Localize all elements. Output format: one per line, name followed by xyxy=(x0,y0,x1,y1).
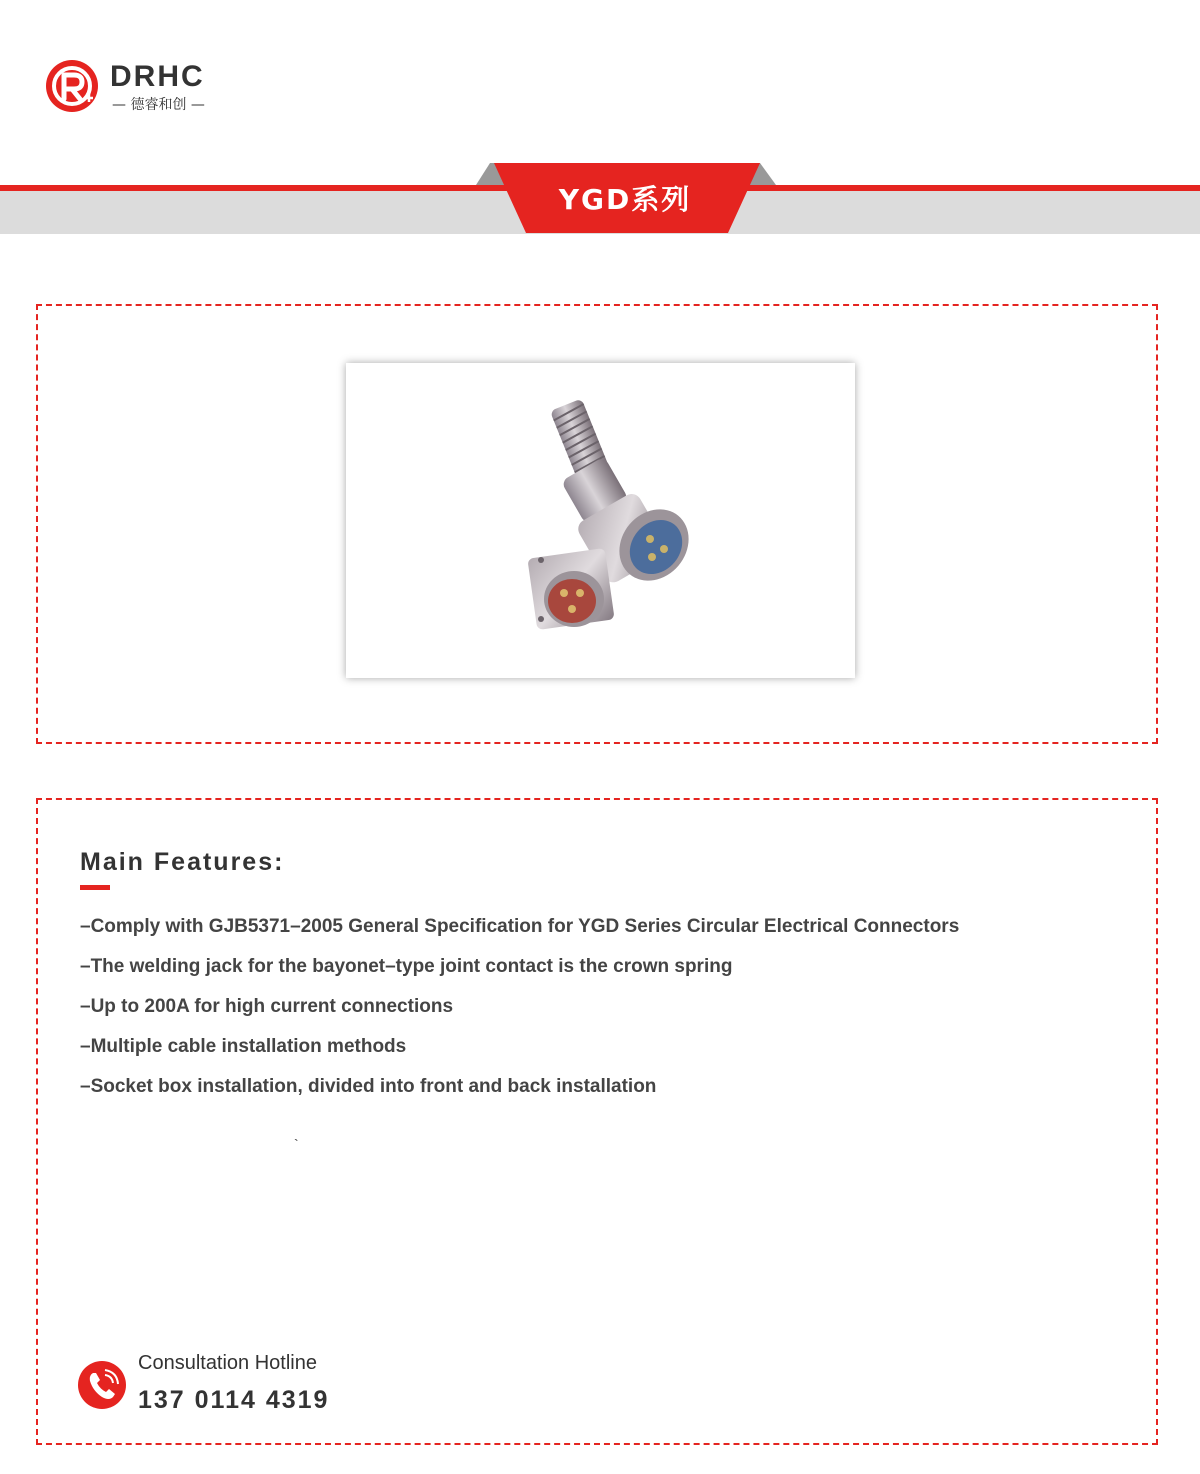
product-photo xyxy=(346,363,855,678)
feature-item: –Up to 200A for high current connections xyxy=(80,996,454,1017)
feature-item: –Socket box installation, divided into front and back installation xyxy=(80,1076,657,1097)
brand-name: DRHC xyxy=(110,60,205,93)
phone-icon[interactable] xyxy=(76,1359,128,1411)
page-title: YGD系列 xyxy=(558,183,692,216)
hotline-label: Consultation Hotline xyxy=(138,1352,317,1374)
features-list xyxy=(80,914,959,1114)
features-heading-underline xyxy=(80,885,110,890)
features-heading: Main Features: xyxy=(80,848,285,876)
brand-subtitle: — 德睿和创 — xyxy=(112,97,205,113)
feature-item: –Comply with GJB5371–2005 General Specification for YGD Series Circular Electrical Connectors xyxy=(80,916,960,937)
circular-connector-photo-icon xyxy=(346,363,855,678)
stray-mark: ` xyxy=(294,1136,299,1152)
logo-mark-icon xyxy=(44,58,100,114)
hotline-number[interactable]: 137 0114 4319 xyxy=(138,1386,330,1414)
features-panel xyxy=(36,798,1158,1445)
brand-logo[interactable] xyxy=(44,58,244,118)
feature-item: –The welding jack for the bayonet–type joint contact is the crown spring xyxy=(80,956,733,977)
feature-item: –Multiple cable installation methods xyxy=(80,1036,407,1057)
